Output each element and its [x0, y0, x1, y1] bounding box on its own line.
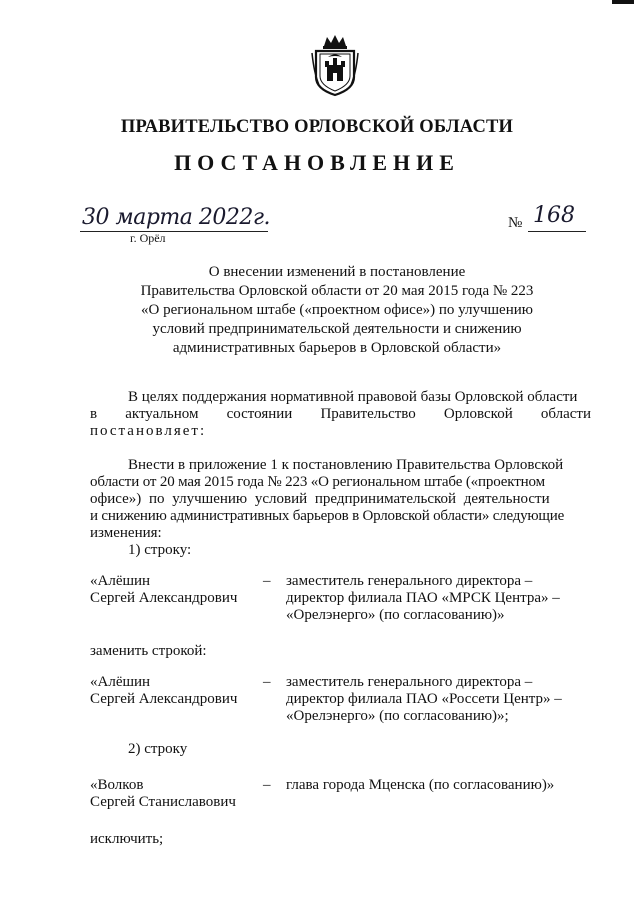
city-label: г. Орёл	[130, 231, 166, 245]
preamble-line	[90, 389, 591, 406]
member-name	[90, 573, 260, 607]
name-line: «Алёшин	[90, 674, 151, 690]
handwritten-number: 168	[533, 203, 575, 228]
replace-label: заменить строкой:	[90, 643, 207, 659]
position-line: директор филиала ПАО «Россети Центр» –	[286, 691, 562, 707]
preamble-text: В целях поддержания нормативной правовой базы Орловской области	[128, 389, 578, 405]
number-sign: №	[508, 215, 523, 231]
name-line: Сергей Александрович	[90, 590, 238, 606]
date-underline	[80, 231, 268, 232]
member-position	[286, 777, 586, 794]
number-underline	[528, 231, 586, 232]
handwritten-date: 30 марта 2022г.	[82, 205, 270, 230]
preamble-line	[90, 406, 591, 423]
position-line: заместитель генерального директора –	[286, 674, 533, 690]
preamble-word: состоянии	[226, 406, 293, 422]
member-name	[90, 777, 260, 811]
resolves-word: постановляет:	[90, 423, 207, 439]
coat-of-arms-emblem	[311, 33, 359, 97]
row-dash: –	[263, 573, 271, 589]
document-type-heading: ПОСТАНОВЛЕНИЕ	[174, 150, 460, 175]
preamble-word: в	[90, 406, 98, 422]
preamble-word: Орловской	[443, 406, 513, 422]
body-line: и снижению административных барьеров в Орловской области» следующие	[90, 508, 565, 524]
name-line: Сергей Александрович	[90, 691, 238, 707]
row-dash: –	[263, 777, 271, 793]
body-paragraph	[90, 457, 591, 542]
member-position	[286, 674, 586, 725]
position-line: «Орелэнерго» (по согласованию)»	[286, 607, 505, 623]
position-line: заместитель генерального директора –	[286, 573, 533, 589]
new-row	[90, 674, 591, 726]
preamble-word: области	[540, 406, 591, 422]
item-2-label: 2) строку	[128, 741, 188, 757]
preamble-paragraph	[90, 389, 591, 440]
member-name	[90, 674, 260, 708]
position-line: директор филиала ПАО «МРСК Центра» –	[286, 590, 560, 606]
title-line: «О региональном штабе («проектном офисе») по улучшению	[141, 302, 533, 318]
preamble-word: актуальном	[125, 406, 199, 422]
exclude-label: исключить;	[90, 831, 164, 847]
position-line: глава города Мценска (по согласованию)»	[286, 777, 555, 793]
organization-heading: ПРАВИТЕЛЬСТВО ОРЛОВСКОЙ ОБЛАСТИ	[120, 117, 514, 137]
body-line: Внести в приложение 1 к постановлению Правительства Орловской	[128, 457, 564, 473]
old-row	[90, 573, 591, 625]
name-line: «Алёшин	[90, 573, 151, 589]
removed-row	[90, 777, 591, 813]
body-line: изменения:	[90, 525, 162, 541]
title-line: условий предпринимательской деятельности и снижению	[152, 321, 522, 337]
body-line: офисе») по улучшению условий предпринимательской деятельности	[90, 491, 550, 507]
item-1-label: 1) строку:	[128, 542, 192, 558]
title-line: О внесении изменений в постановление	[208, 264, 466, 280]
name-line: «Волков	[90, 777, 144, 793]
document-title	[80, 263, 594, 358]
member-position	[286, 573, 586, 624]
name-line: Сергей Станиславович	[90, 794, 236, 810]
title-line: Правительства Орловской области от 20 мая 2015 года № 223	[140, 283, 534, 299]
title-line: административных барьеров в Орловской области»	[172, 340, 502, 356]
body-line: области от 20 мая 2015 года № 223 «О региональном штабе («проектном	[90, 474, 545, 490]
preamble-word: Правительство	[320, 406, 416, 422]
scan-corner-mark	[612, 0, 634, 4]
position-line: «Орелэнерго» (по согласованию)»;	[286, 708, 509, 724]
row-dash: –	[263, 674, 271, 690]
